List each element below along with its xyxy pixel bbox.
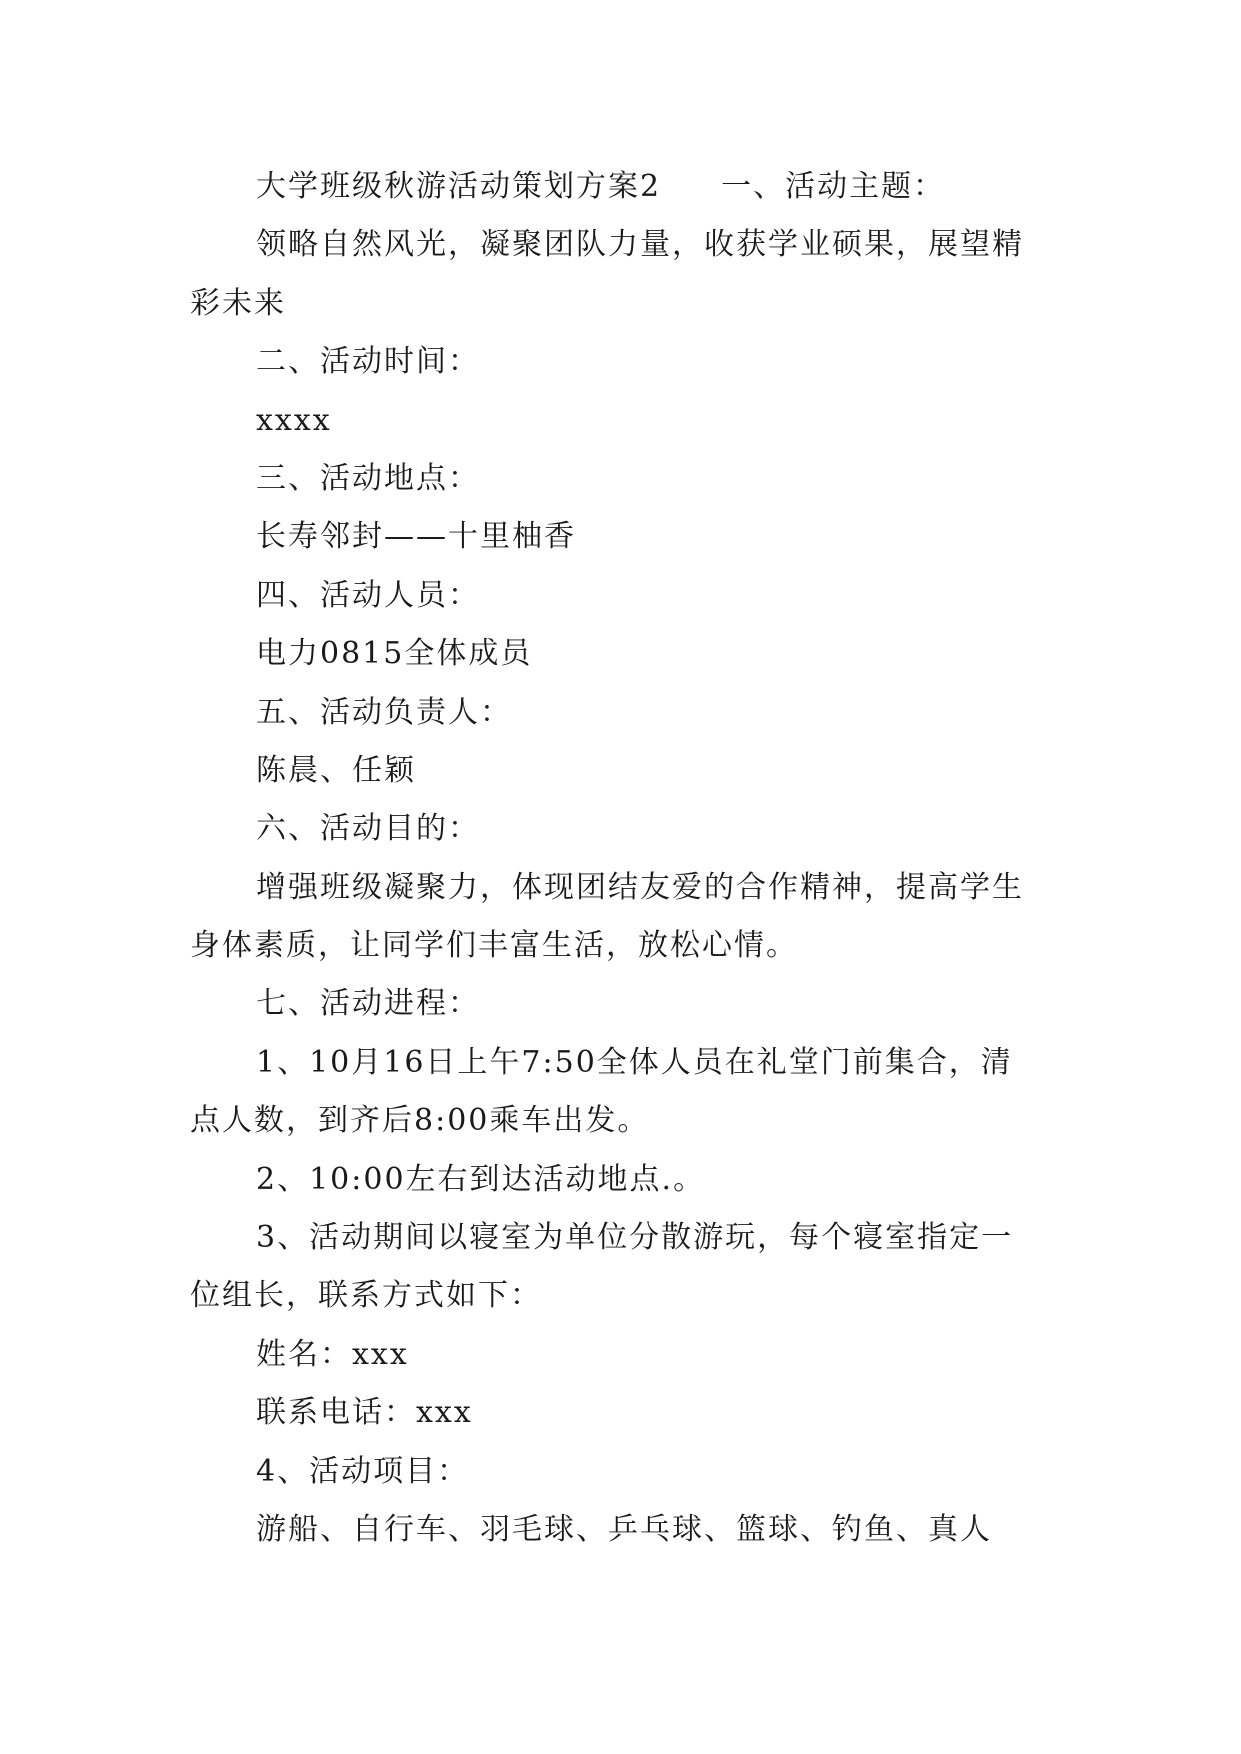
document-body (190, 158, 1050, 1559)
step2-line-1: 2、10:00左右到达活动地点.。 (256, 1161, 706, 1197)
projects-line-1: 游船、自行车、羽毛球、乒乓球、篮球、钓鱼、真人 (256, 1511, 992, 1547)
document-title: 大学班级秋游活动策划方案2 (256, 169, 662, 204)
step3-line-2: 位组长，联系方式如下： (190, 1278, 542, 1314)
title-line (190, 158, 1050, 216)
heading-leader: 五、活动负责人： (256, 694, 512, 730)
theme-text-line-2: 彩未来 (190, 285, 286, 321)
step3-line-1: 3、活动期间以寝室为单位分散游玩，每个寝室指定一 (256, 1220, 1014, 1256)
heading-time: 二、活动时间： (256, 344, 480, 380)
step1-line-2: 点人数，到齐后8:00乘车出发。 (190, 1103, 650, 1139)
heading-process: 七、活动进程： (256, 986, 480, 1022)
place-value: 长寿邻封——十里柚香 (256, 519, 576, 555)
heading-place: 三、活动地点： (256, 460, 480, 496)
purpose-text-line-1: 增强班级凝聚力，体现团结友爱的合作精神，提高学生 (256, 869, 1024, 905)
step1-line-1: 1、10月16日上午7:50全体人员在礼堂门前集合，清 (256, 1044, 1013, 1080)
time-value: xxxx (256, 402, 332, 438)
purpose-text-line-2: 身体素质，让同学们丰富生活，放松心情。 (190, 928, 798, 964)
people-value: 电力0815全体成员 (256, 636, 533, 672)
heading-people: 四、活动人员： (256, 577, 480, 613)
contact-name-line: 姓名：xxx (256, 1336, 409, 1372)
heading-purpose: 六、活动目的： (256, 811, 480, 847)
step4-line-1: 4、活动项目： (256, 1453, 470, 1489)
heading-theme: 一、活动主题： (721, 169, 946, 204)
contact-phone-line: 联系电话：xxx (256, 1395, 473, 1431)
theme-text-line-1: 领略自然风光，凝聚团队力量，收获学业硕果，展望精 (256, 227, 1024, 263)
leader-value: 陈晨、任颖 (256, 752, 416, 788)
